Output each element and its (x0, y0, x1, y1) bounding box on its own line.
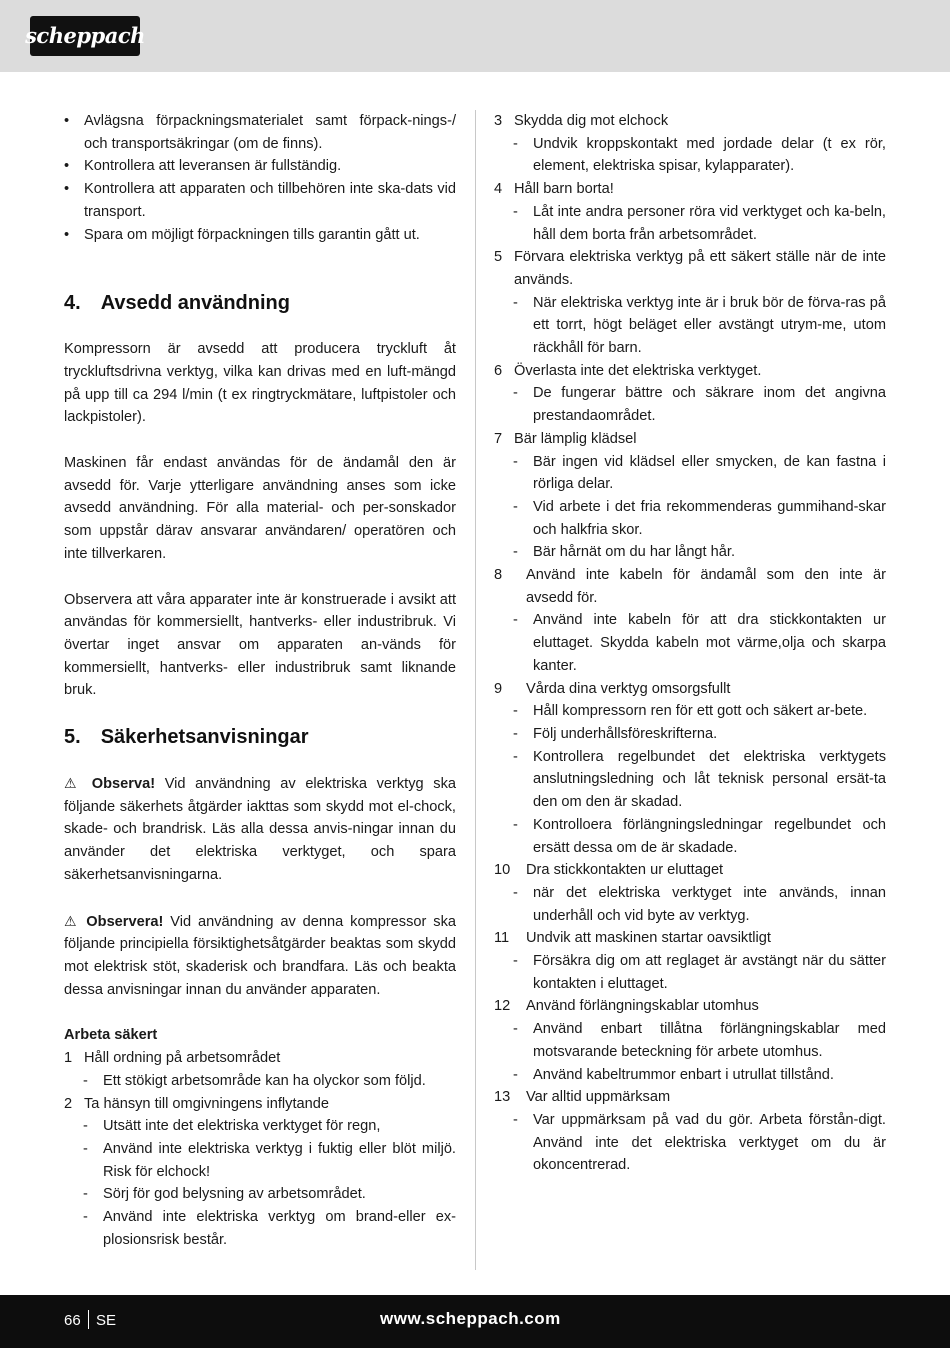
dash-item (494, 133, 886, 178)
dash-marker: - (513, 884, 518, 901)
page-footer (0, 1295, 950, 1348)
item-text: Undvik att maskinen startar oavsiktligt (526, 930, 771, 947)
bullet-marker: • (64, 226, 70, 243)
dash-item (494, 814, 886, 859)
dash-item (494, 496, 886, 541)
website-link[interactable]: www.scheppach.com (380, 1309, 561, 1328)
numbered-item (64, 1047, 456, 1070)
paragraph: Observera att våra apparater inte är konstruerade i avsikt att användas för kommersiellt, hantverks- eller industribruk. Vi övertar inget ansvar om apparaten an-vänds för kommersiellt, hantverks- eller industribruk samt liknande bruk. (64, 591, 456, 699)
numbered-item (494, 859, 886, 882)
warning-text: Vid användning av denna kompressor ska följande principiella försiktighetsåtgärder beaktas som skydd mot elektrisk stöt, skaderisk och brandfara. Läs och beakta dessa anvisningar innan du använder apparaten. (64, 913, 456, 998)
item-number: 1 (64, 1050, 73, 1067)
dash-item (494, 201, 886, 246)
section-number: 5. (64, 726, 81, 749)
dash-marker: - (83, 1072, 88, 1089)
warning-text: Vid användning av elektriska verktyg ska följande säkerhets åtgärder iakttas som skydd mot el-chock, skade- och brandrisk. Läs alla dessa anvis-ningar innan du använder det elektriska verktyget, och spara säkerhetsanvisningarna. (64, 776, 456, 883)
numbered-item (494, 110, 886, 133)
bullet-marker: • (64, 181, 70, 198)
numbered-item (494, 564, 886, 609)
dash-text: Använd inte elektriska verktyg om brand-eller ex-plosionsrisk består. (103, 1209, 456, 1248)
item-number: 5 (494, 249, 503, 266)
subheading-work-safe: Arbeta säkert (64, 1027, 158, 1044)
dash-item (494, 451, 886, 496)
dash-item (494, 1064, 886, 1087)
item-number: 12 (494, 998, 511, 1015)
numbered-item (494, 428, 886, 451)
paragraph: Kompressorn är avsedd att producera tryckluft åt tryckluftsdrivna verktyg, vilka kan drivas med en luft-mängd på upp till ca 294 l/min (t ex ringtryckmätare, luftpistoler och lackpistoler). (64, 341, 456, 426)
language-code: SE (96, 1312, 117, 1329)
item-text: Håll ordning på arbetsområdet (84, 1050, 281, 1067)
numbered-item (494, 360, 886, 383)
dash-item (494, 1018, 886, 1063)
item-text: Bär lämplig klädsel (514, 430, 637, 447)
dash-item (494, 723, 886, 746)
numbered-item (494, 995, 886, 1018)
warning-label: Observa! (91, 776, 156, 793)
numbered-item (494, 678, 886, 701)
section-heading-5 (64, 724, 456, 750)
bullet-text: Spara om möjligt förpackningen tills garantin gått ut. (84, 226, 420, 243)
dash-item (494, 700, 886, 723)
dash-item (64, 1070, 456, 1093)
dash-text: Använd enbart tillåtna förlängningskablar med motsvarande beteckning för arbete utomhus. (533, 1021, 886, 1060)
dash-item (494, 382, 886, 427)
dash-item (494, 950, 886, 995)
dash-text: Ett stökigt arbetsområde kan ha olyckor som följd. (103, 1072, 426, 1089)
intro-bullet-list (64, 110, 456, 246)
dash-item (64, 1183, 456, 1206)
bullet-marker: • (64, 158, 70, 175)
dash-marker: - (513, 544, 518, 561)
item-text: Var alltid uppmärksam (526, 1089, 671, 1106)
section-title: Säkerhetsanvisningar (100, 726, 309, 749)
item-number: 2 (64, 1095, 73, 1112)
dash-text: Försäkra dig om att reglaget är avstängt när du sätter kontakten i eluttaget. (533, 953, 886, 992)
dash-item (494, 541, 886, 564)
dash-text: Var uppmärksam på vad du gör. Arbeta förstån-digt. Använd inte det elektriska verktyget om du är okoncentrerad. (533, 1111, 886, 1174)
dash-item (494, 609, 886, 677)
dash-text: Bär ingen vid klädsel eller smycken, de kan fastna i rörliga delar. (533, 453, 886, 493)
dash-text: Följ underhållsföreskrifterna. (533, 725, 718, 742)
dash-marker: - (513, 1021, 518, 1038)
dash-text: Använd kabeltrummor enbart i utrullat tillstånd. (533, 1066, 834, 1083)
dash-item (494, 1109, 886, 1177)
dash-text: Låt inte andra personer röra vid verktyget och ka-beln, håll dem borta från arbetsområdet. (533, 203, 886, 243)
item-number: 9 (494, 680, 503, 697)
dash-marker: - (513, 703, 518, 720)
dash-marker: - (513, 135, 518, 152)
dash-marker: - (513, 1066, 518, 1083)
bullet-text: Avlägsna förpackningsmaterialet samt förpack-nings-/ och transportsäkringar (om de finns). (84, 113, 456, 152)
logo-text: scheppach (25, 22, 145, 48)
safety-list-left (64, 1047, 456, 1251)
dash-text: Kontrollera regelbundet det elektriska verktygets anslutningsledning och låt teknisk personal ersät-ta den om den är skadad. (533, 748, 886, 811)
dash-marker: - (83, 1186, 88, 1203)
dash-item (64, 1206, 456, 1251)
item-number: 6 (494, 362, 503, 379)
bullet-item (64, 155, 456, 178)
bullet-marker: • (64, 113, 70, 129)
item-text: Vårda dina verktyg omsorgsfullt (526, 680, 731, 697)
dash-marker: - (513, 203, 518, 220)
warning-icon: ⚠ (64, 912, 80, 929)
dash-text: Använd inte kabeln för att dra stickkontakten ur eluttaget. Skydda kabeln mot värme,olja och skarpa kanter. (533, 612, 886, 674)
dash-item (494, 292, 886, 360)
dash-text: när det elektriska verktyget inte används, innan underhåll och vid byte av verktyg. (533, 884, 886, 924)
numbered-item (64, 1093, 456, 1116)
dash-marker: - (513, 953, 518, 970)
warning-icon: ⚠ (64, 775, 83, 792)
numbered-item (494, 927, 886, 950)
item-text: Överlasta inte det elektriska verktyget. (514, 362, 762, 379)
dash-marker: - (513, 1111, 518, 1128)
page-header (0, 0, 950, 72)
dash-text: Undvik kroppskontakt med jordade delar (t ex rör, element, elektriska spisar, kylapparater). (533, 135, 886, 175)
warning-label: Observera! (86, 913, 164, 930)
section-number: 4. (64, 292, 81, 315)
item-number: 3 (494, 113, 503, 129)
dash-marker: - (513, 498, 518, 515)
dash-text: Kontrolloera förlängningsledningar regelbundet och ersätt dessa om de är skadade. (533, 816, 886, 856)
item-number: 4 (494, 181, 503, 198)
section-heading-4 (64, 290, 456, 316)
item-number: 10 (494, 862, 511, 879)
dash-marker: - (513, 453, 518, 470)
scheppach-logo (25, 16, 145, 56)
item-number: 13 (494, 1089, 511, 1106)
dash-marker: - (83, 1209, 88, 1226)
dash-text: Använd inte elektriska verktyg i fuktig eller blöt miljö. Risk för elchock! (103, 1140, 456, 1180)
warning-paragraph (64, 910, 456, 1002)
section-title: Avsedd användning (100, 292, 290, 315)
dash-item (494, 882, 886, 927)
dash-marker: - (513, 294, 518, 311)
dash-text: Sörj för god belysning av arbetsområdet. (103, 1186, 366, 1203)
dash-item (64, 1115, 456, 1138)
dash-marker: - (83, 1140, 88, 1157)
item-text: Dra stickkontakten ur eluttaget (526, 862, 724, 879)
item-number: 11 (494, 930, 510, 947)
item-text: Håll barn borta! (514, 181, 614, 198)
bullet-text: Kontrollera att apparaten och tillbehören inte ska-dats vid transport. (84, 181, 456, 220)
dash-item (64, 1138, 456, 1183)
dash-text: Vid arbete i det fria rekommenderas gummihand-skar och halkfria skor. (533, 498, 886, 538)
dash-marker: - (513, 748, 518, 765)
page-number: 66 (64, 1312, 81, 1329)
item-text: Använd förlängningskablar utomhus (526, 998, 759, 1015)
dash-text: Bär hårnät om du har långt hår. (533, 544, 736, 561)
item-number: 7 (494, 430, 503, 447)
dash-text: När elektriska verktyg inte är i bruk bör de förva-ras på ett torrt, högt beläget eller avstängt utrym-me, utom räckhåll för barn. (533, 294, 886, 357)
dash-text: De fungerar bättre och säkrare inom det angivna prestandaområdet. (533, 385, 886, 425)
numbered-item (494, 178, 886, 201)
numbered-item (494, 246, 886, 291)
item-text: Ta hänsyn till omgivningens inflytande (84, 1095, 329, 1112)
dash-marker: - (83, 1118, 88, 1135)
item-number: 8 (494, 567, 503, 584)
dash-marker: - (513, 816, 518, 833)
warning-paragraph (64, 772, 456, 887)
dash-marker: - (513, 385, 518, 402)
bullet-item (64, 178, 456, 223)
item-text: Förvara elektriska verktyg på ett säkert ställe när de inte används. (514, 249, 886, 288)
numbered-item (494, 1086, 886, 1109)
safety-list-right (494, 110, 886, 1177)
dash-marker: - (513, 612, 518, 629)
dash-marker: - (513, 725, 518, 742)
item-text: Använd inte kabeln för ändamål som den inte är avsedd för. (526, 567, 886, 606)
bullet-item (64, 110, 456, 155)
left-column (64, 110, 456, 1251)
column-divider (475, 110, 476, 1270)
footer-separator (88, 1310, 89, 1329)
bullet-text: Kontrollera att leveransen är fullständig. (84, 158, 342, 175)
bullet-item (64, 224, 456, 247)
right-column (494, 110, 886, 1177)
dash-text: Håll kompressorn ren för ett gott och säkert ar-bete. (533, 703, 868, 720)
dash-item (494, 746, 886, 814)
paragraph: Maskinen får endast användas för de ändamål den är avsedd för. Varje ytterligare användning anses som icke avsedd användning. För alla material- och per-sonskador som uppstår därav ansvarar användaren/ operatören och inte tillverkaren. (64, 455, 456, 562)
item-text: Skydda dig mot elchock (514, 113, 669, 129)
dash-text: Utsätt inte det elektriska verktyget för regn, (103, 1118, 381, 1135)
